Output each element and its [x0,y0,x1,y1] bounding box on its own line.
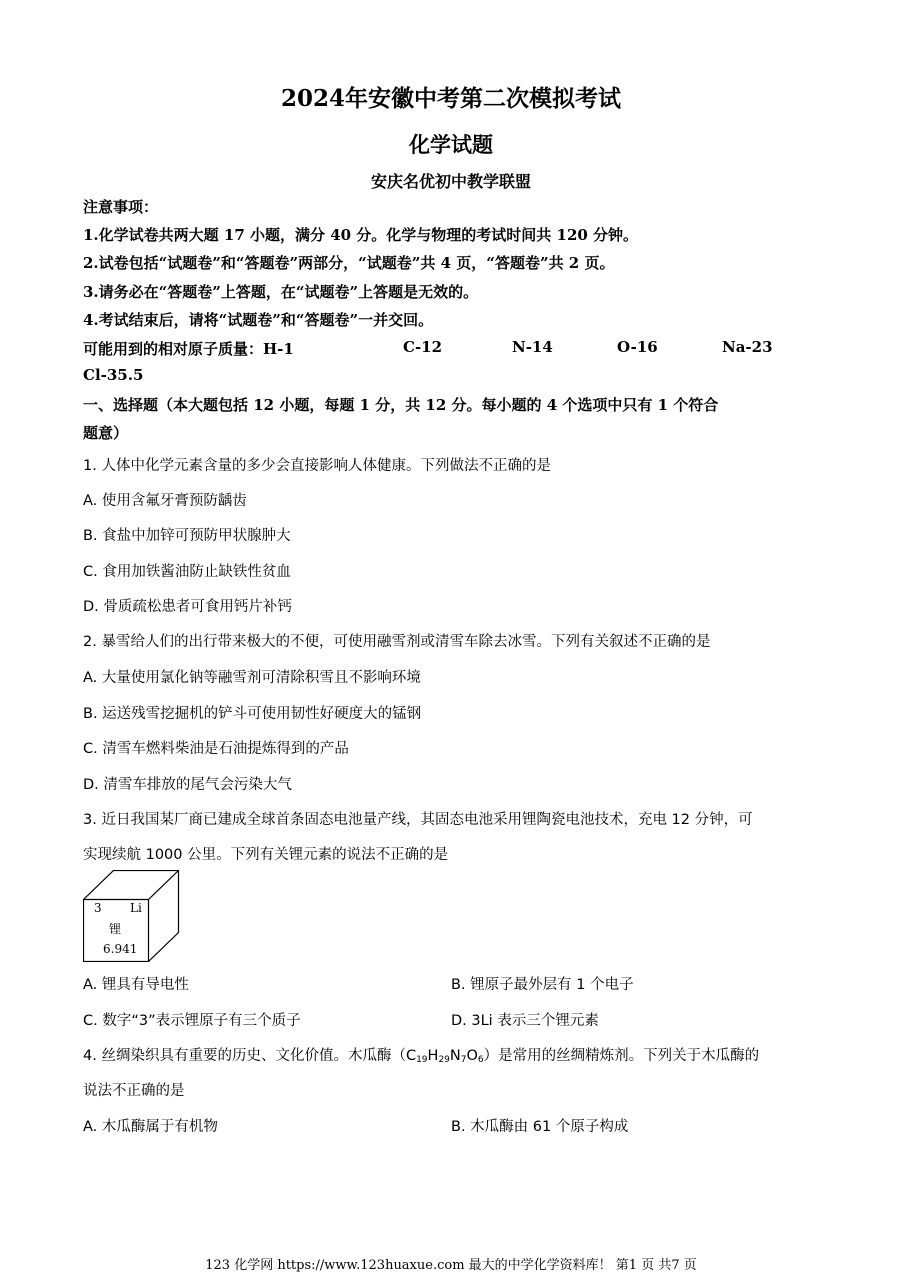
atomic-mass-item: Na-23 [722,338,773,356]
question-4-stem-cont: 说法不正确的是 [83,1083,185,1099]
question-2-stem: 2. 暴雪给人们的出行带来极大的不便，可使用融雪剂或清雪车除去冰雪。下列有关叙述不正确的是 [83,634,711,650]
element-name: 锂 [109,922,122,936]
note-item: 2.试卷包括“试题卷”和“答题卷”两部分，“试题卷”共 4 页，“答题卷”共 2 页。 [83,254,615,272]
atomic-mass-item: N-14 [512,338,553,356]
section-heading: 一、选择题（本大题包括 12 小题，每题 1 分，共 12 分。每小题的 4 个选项中只有 1 个符合 [83,396,719,414]
q4-stem-suffix: ）是常用的丝绸精炼剂。下列关于木瓜酶的 [483,1048,760,1064]
q3-option-a: A. 锂具有导电性 [83,977,189,993]
note-item: 4.考试结束后，请将“试题卷”和“答题卷”一并交回。 [83,311,434,329]
question-1-stem: 1. 人体中化学元素含量的多少会直接影响人体健康。下列做法不正确的是 [83,458,551,474]
element-mass: 6.941 [103,942,138,956]
question-4-stem [83,1044,759,1065]
q1-option-d: D. 骨质疏松患者可食用钙片补钙 [83,599,292,615]
section-heading-cont: 题意） [83,424,129,442]
atomic-mass-item: Cl-35.5 [83,366,144,384]
q3-option-b: B. 锂原子最外层有 1 个电子 [451,977,634,993]
q3-option-d: D. 3Li 表示三个锂元素 [451,1013,599,1029]
question-3-stem-cont: 实现续航 1000 公里。下列有关锂元素的说法不正确的是 [83,847,449,863]
question-3-stem: 3. 近日我国某厂商已建成全球首条固态电池量产线，其固态电池采用锂陶瓷电池技术，充电 12 分钟，可 [83,812,753,828]
atomic-mass-item: C-12 [403,338,443,356]
element-symbol: Li [130,901,142,915]
atomic-mass-item: O-16 [617,338,658,356]
q3-option-c: C. 数字“3”表示锂原子有三个质子 [83,1013,301,1029]
exam-title: 2024年安徽中考第二次模拟考试 [280,85,621,112]
exam-organizer: 安庆名优初中教学联盟 [370,172,531,191]
q4-option-b: B. 木瓜酶由 61 个原子构成 [451,1119,629,1135]
q4-option-a: A. 木瓜酶属于有机物 [83,1119,218,1135]
exam-subtitle: 化学试题 [409,132,493,157]
q2-option-d: D. 清雪车排放的尾气会污染大气 [83,777,292,793]
note-item: 3.请务必在“答题卷”上答题，在“试题卷”上答题是无效的。 [83,283,479,301]
atomic-mass-label: 可能用到的相对原子质量：H-1 [83,340,294,358]
q2-option-a: A. 大量使用氯化钠等融雪剂可清除积雪且不影响环境 [83,670,421,686]
periodic-element-card [83,870,183,962]
element-atomic-number: 3 [94,901,102,915]
q2-option-b: B. 运送残雪挖掘机的铲斗可使用韧性好硬度大的锰钢 [83,706,422,722]
notes-heading: 注意事项： [83,198,159,216]
q1-option-a: A. 使用含氟牙膏预防龋齿 [83,493,247,509]
q1-option-c: C. 食用加铁酱油防止缺铁性贫血 [83,564,291,580]
note-item: 1.化学试卷共两大题 17 小题，满分 40 分。化学与物理的考试时间共 120 分钟。 [83,226,639,244]
page-footer: 123 化学网 https://www.123huaxue.com 最大的中学化学资料库！ 第1 页 共7 页 [205,1258,697,1273]
q2-option-c: C. 清雪车燃料柴油是石油提炼得到的产品 [83,741,349,757]
q4-stem-prefix: 4. 丝绸染织具有重要的历史、文化价值。木瓜酶（ [83,1048,406,1064]
q1-option-b: B. 食盐中加锌可预防甲状腺肿大 [83,528,291,544]
papain-formula: $C_{19}H_{29}N_7O_6$ [405,1048,484,1065]
